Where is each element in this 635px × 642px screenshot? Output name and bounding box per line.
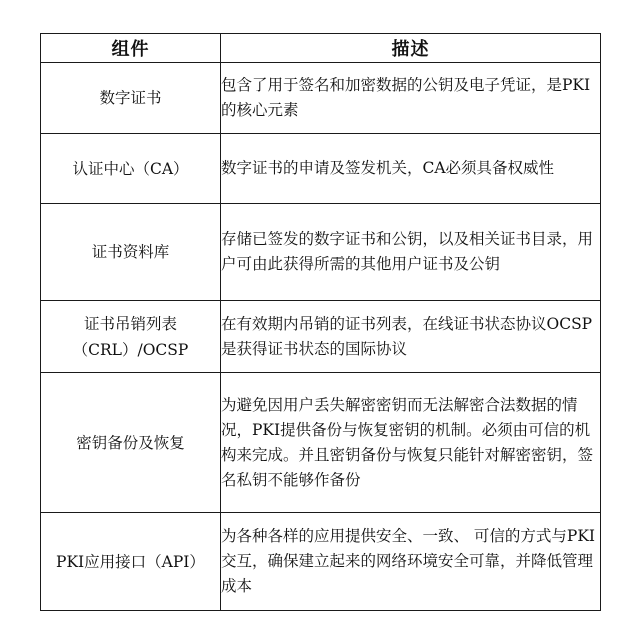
- pki-components-table: [40, 33, 601, 611]
- cell-description: 为各种各样的应用提供安全、一致、 可信的方式与PKI交互，确保建立起来的网络环境安全可靠，并降低管理成本: [221, 513, 601, 611]
- table-row: [41, 373, 601, 513]
- cell-component: 证书资料库: [41, 204, 221, 301]
- cell-component: PKI应用接口（API）: [41, 513, 221, 611]
- cell-description: 在有效期内吊销的证书列表，在线证书状态协议OCSP是获得证书状态的国际协议: [221, 301, 601, 373]
- cell-description: 数字证书的申请及签发机关，CA必须具备权威性: [221, 134, 601, 204]
- table-row: [41, 63, 601, 134]
- table-header-row: [41, 34, 601, 63]
- cell-component: 证书吊销列表（CRL）/OCSP: [41, 301, 221, 373]
- cell-component: 密钥备份及恢复: [41, 373, 221, 513]
- cell-component: 认证中心（CA）: [41, 134, 221, 204]
- cell-description: 为避免因用户丢失解密密钥而无法解密合法数据的情况，PKI提供备份与恢复密钥的机制。必须由可信的机构来完成。并且密钥备份与恢复只能针对解密密钥，签名私钥不能够作备份: [221, 373, 601, 513]
- table-row: [41, 301, 601, 373]
- table-row: [41, 204, 601, 301]
- table-row: [41, 513, 601, 611]
- header-component: 组件: [41, 34, 221, 63]
- table-row: [41, 134, 601, 204]
- cell-description: 存储已签发的数字证书和公钥，以及相关证书目录，用户可由此获得所需的其他用户证书及公钥: [221, 204, 601, 301]
- header-description: 描述: [221, 34, 601, 63]
- cell-description: 包含了用于签名和加密数据的公钥及电子凭证，是PKI的核心元素: [221, 63, 601, 134]
- cell-component: 数字证书: [41, 63, 221, 134]
